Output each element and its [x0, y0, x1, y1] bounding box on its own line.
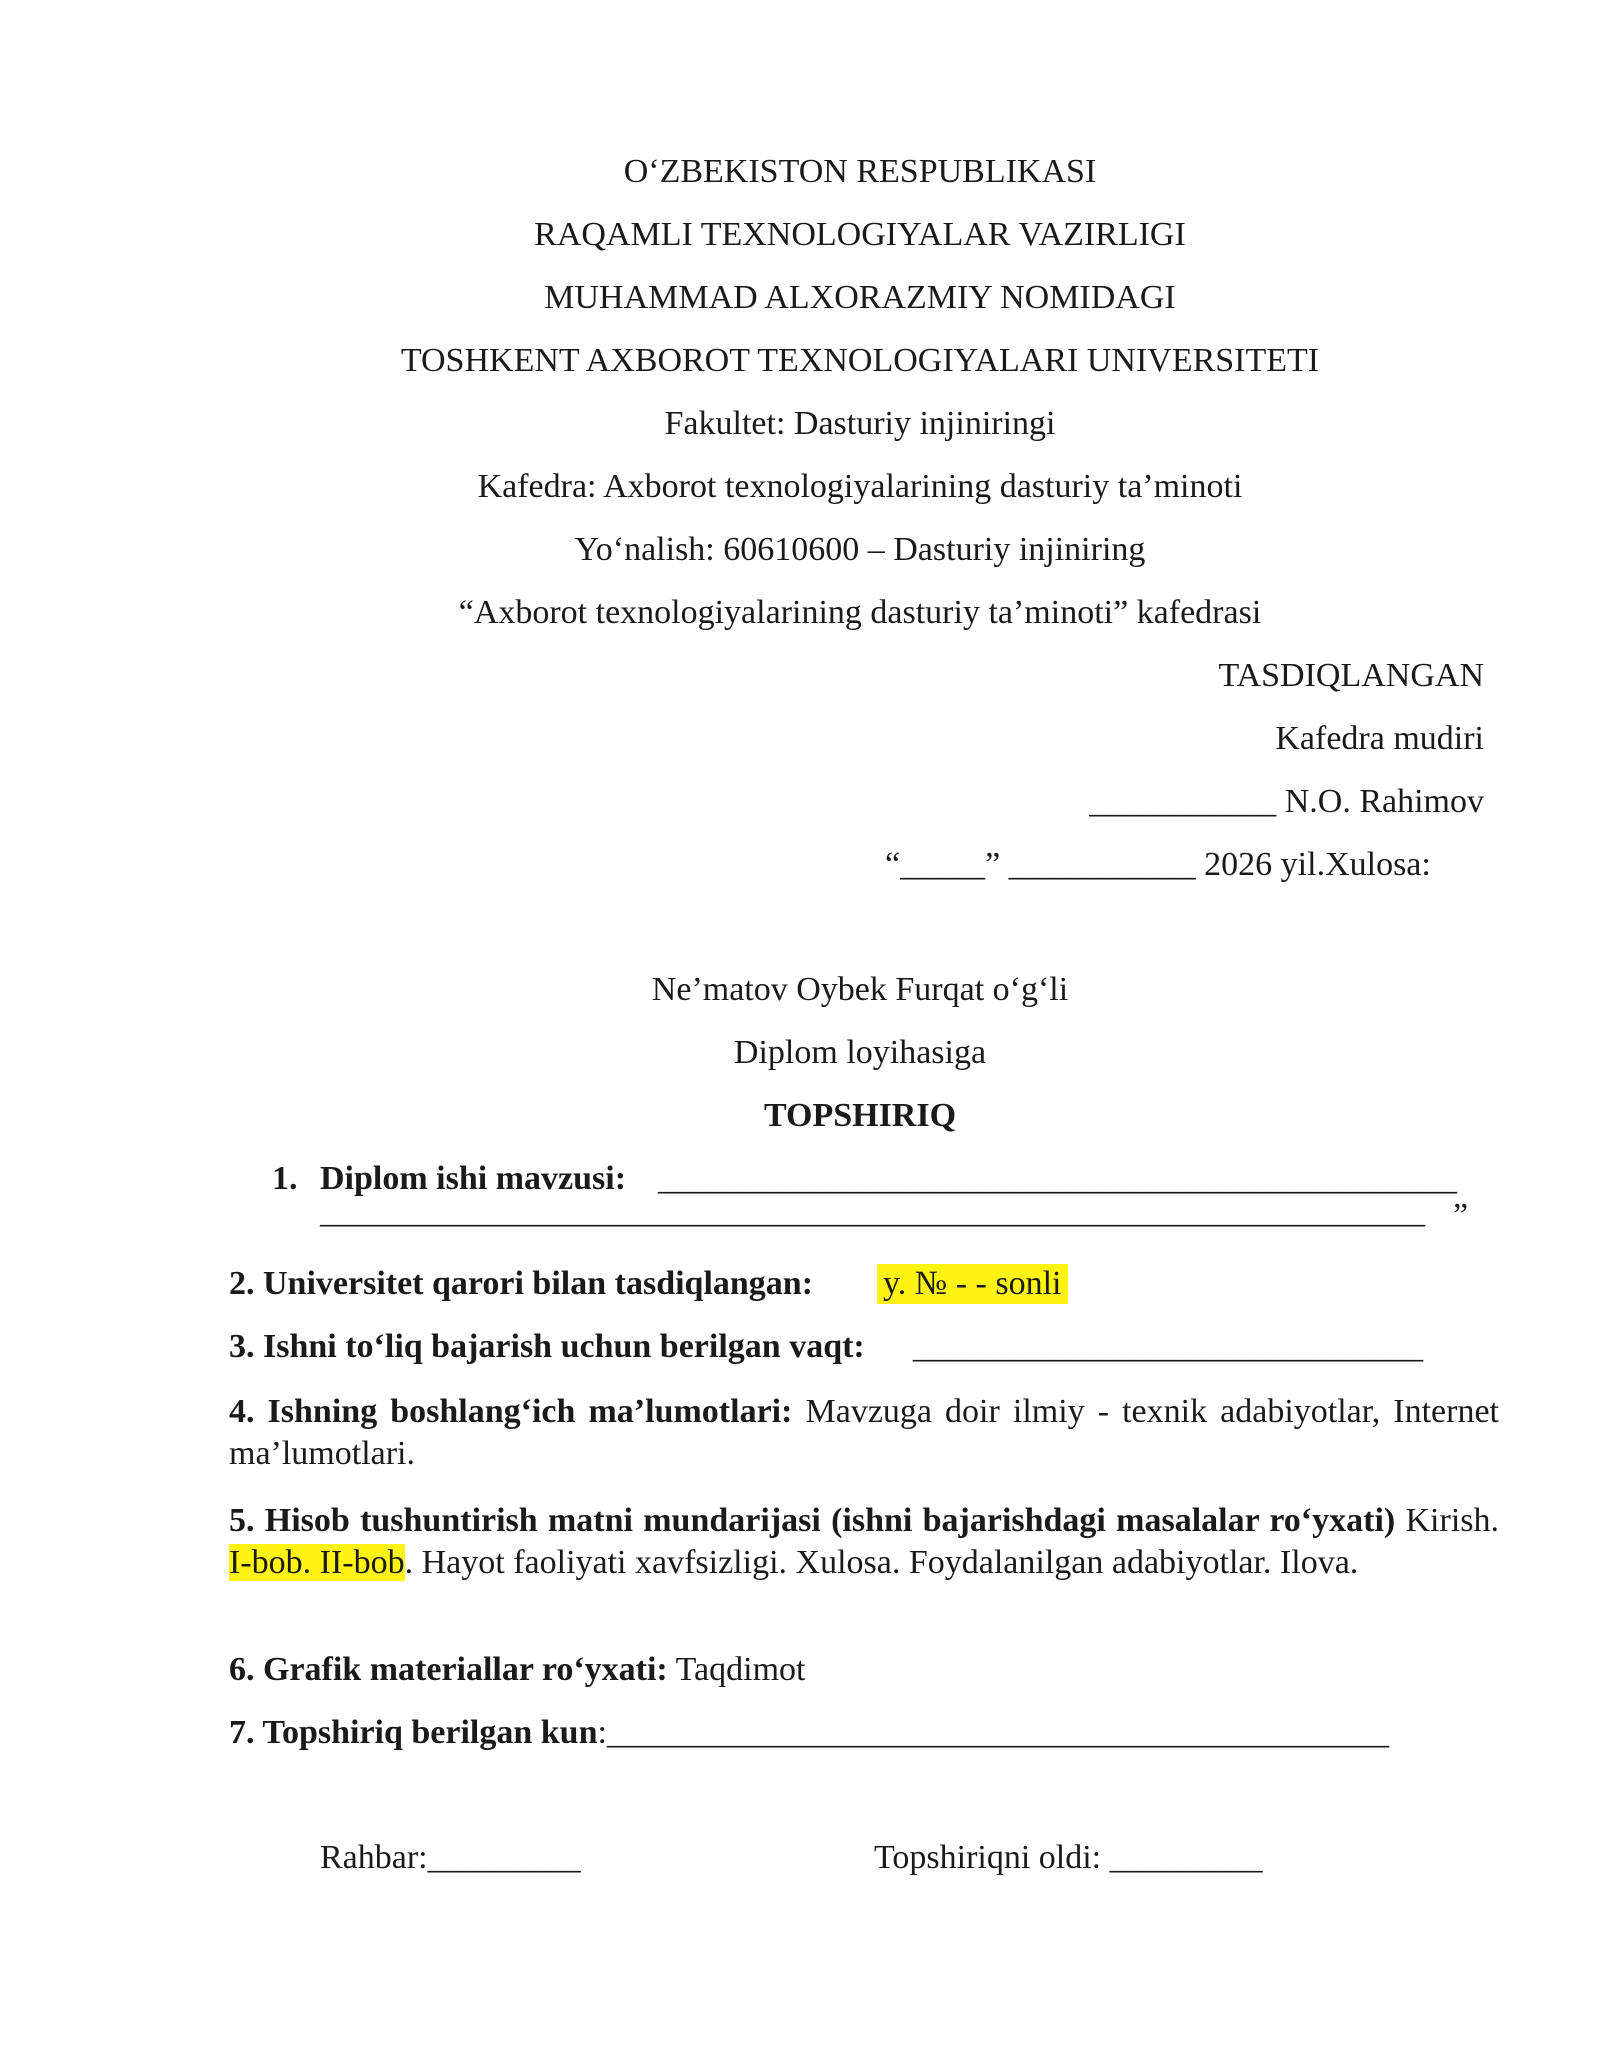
faculty-line: Fakultet: Dasturiy injiniringi [664, 405, 1056, 442]
item2-label: 2. Universitet qarori bilan tasdiqlangan: [229, 1265, 814, 1302]
item7-row [229, 1713, 1389, 1753]
document-subtitle: Diplom loyihasiga [733, 1034, 987, 1071]
supervisor-signature: Rahbar:_________ [320, 1839, 581, 1876]
item2-value: y. № - - sonli [877, 1264, 1068, 1304]
recipient-signature: Topshiriqni oldi: _________ [874, 1839, 1263, 1876]
student-name: Ne’matov Oybek Furqat o‘g‘li [651, 971, 1069, 1008]
ministry-title: RAQAMLI TEXNOLOGIYALAR VAZIRLIGI [534, 216, 1186, 253]
item1-label: Diplom ishi mavzusi: [320, 1160, 627, 1197]
department-line: Kafedra: Axborot texnologiyalarining dasturiy ta’minoti [477, 468, 1243, 505]
approval-title: TASDIQLANGAN [1218, 657, 1484, 694]
item6-value: Taqdimot [675, 1651, 806, 1688]
item5-intro: Kirish. [1405, 1502, 1499, 1539]
university-title: TOSHKENT AXBOROT TEXNOLOGIYALARI UNIVERSITETI [400, 342, 1320, 379]
item3-time-line: ______________________________ [913, 1328, 1423, 1365]
item7-date-line: :______________________________________________ [597, 1714, 1389, 1751]
item6-label: 6. Grafik materiallar ro‘yxati: [229, 1651, 668, 1688]
item1-topic-line1: _______________________________________________ [658, 1160, 1457, 1197]
named-after-title: MUHAMMAD ALXORAZMIY NOMIDAGI [544, 279, 1176, 316]
item6-row [229, 1650, 805, 1690]
item3-label: 3. Ishni to‘liq bajarish uchun berilgan vaqt: [229, 1328, 865, 1365]
approval-role: Kafedra mudiri [1275, 720, 1484, 757]
direction-line: Yo‘nalish: 60610600 – Dasturiy injiniring [574, 531, 1146, 568]
item1-number: 1. [272, 1160, 298, 1197]
item5-paragraph [229, 1500, 1499, 1584]
country-title: O‘ZBEKISTON RESPUBLIKASI [623, 153, 1097, 190]
item1-topic-line2: _________________________________________________________________ [320, 1193, 1425, 1230]
item4-text: Mavzuga doir ilmiy - texnik adabiyotlar, Internet ma’lumotlari. [229, 1393, 1500, 1472]
item5-rest: . Hayot faoliyati xavfsizligi. Xulosa. Foydalanilgan adabiyotlar. Ilova. [404, 1544, 1359, 1581]
item5-chapters-highlight: I-bob. II-bob [229, 1544, 405, 1581]
item5-label: 5. Hisob tushuntirish matni mundarijasi (ishni bajarishdagi masalalar ro‘yxati) [229, 1502, 1396, 1539]
item4-label: 4. Ishning boshlang‘ich ma’lumotlari: [229, 1393, 793, 1430]
department-quote-line: “Axborot texnologiyalarining dasturiy ta’minoti” kafedrasi [458, 594, 1262, 631]
approval-signature: ___________ N.O. Rahimov [1089, 783, 1484, 820]
item4-paragraph [229, 1391, 1499, 1475]
document-title: TOPSHIRIQ [763, 1097, 957, 1134]
approval-date: “_____” ___________ 2026 yil.Xulosa: [885, 846, 1431, 883]
item1-closing-quote: ” [1453, 1197, 1469, 1234]
item7-label: 7. Topshiriq berilgan kun [229, 1714, 598, 1751]
